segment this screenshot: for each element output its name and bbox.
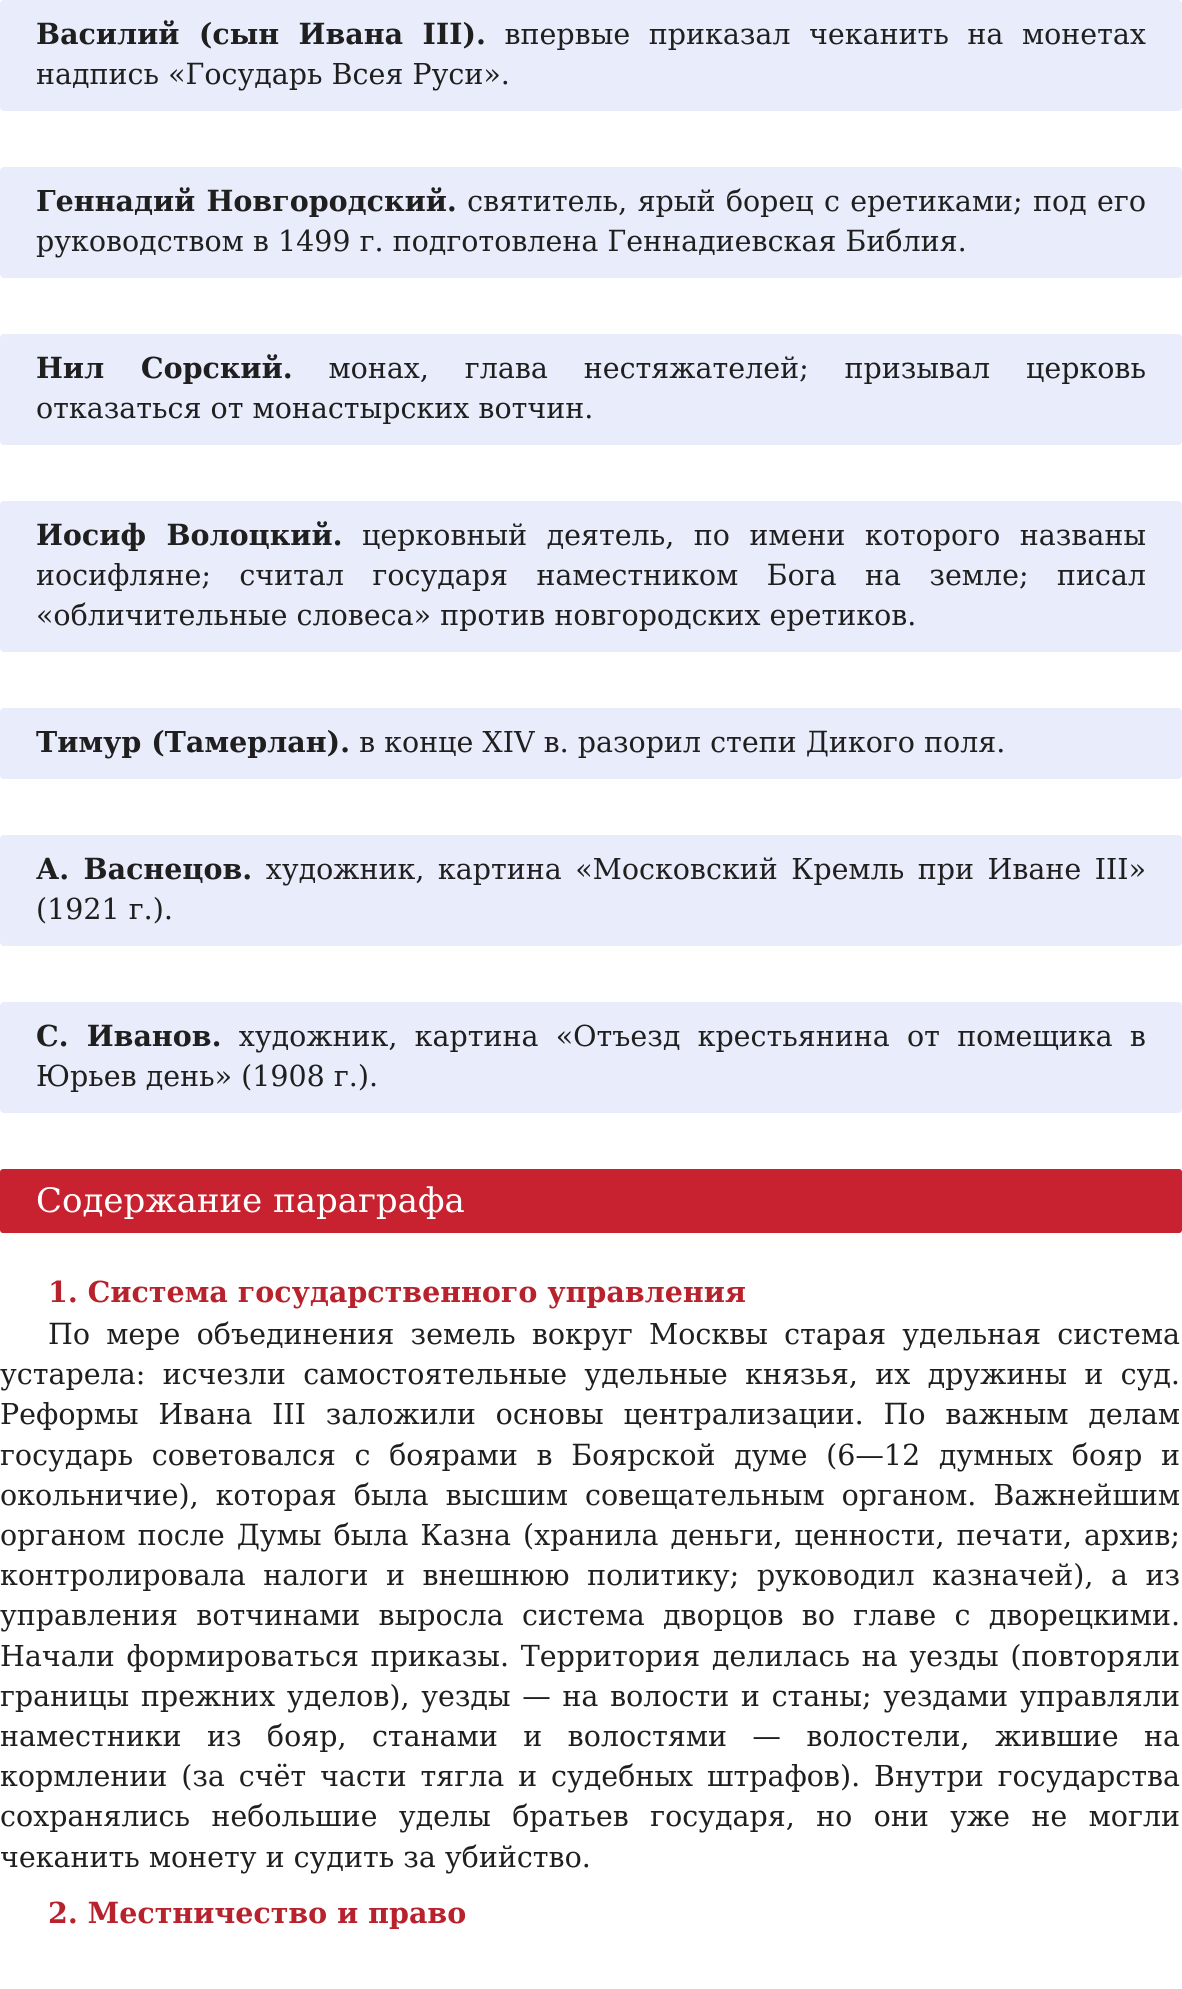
person-description: святитель, ярый борец с еретиками; под его руководством в 1499 г. подготовлена Геннадиевская Библия. xyxy=(36,185,1146,258)
person-name: Иосиф Волоцкий. xyxy=(36,518,343,552)
person-card-timur xyxy=(0,708,1182,779)
topic-paragraph-1: По мере объединения земель вокруг Москвы старая удельная система устарела: исчезли самостоятельные удельные князья, их дружины и суд. Реформы Ивана III заложили основы централизации. По важным делам государь советовался с боярами в Боярской думе (6—12 думных бояр и окольничие), которая была высшим совещательным органом. Важнейшим органом после Думы была Казна (хранила деньги, ценности, печати, архив; контролировала налоги и внешнюю политику; руководил казначей), а из управления вотчинами выросла система дворцов во главе с дворецкими. Начали формироваться приказы. Территория делилась на уезды (повторяли границы прежних уделов), уезды — на волости и станы; уездами управляли наместники из бояр, станами и волостями — волостели, жившие на кормлении (за счёт части тягла и судебных штрафов). Внутри государства сохранялись небольшие уделы братьев государя, но они уже не могли чеканить монету и судить за убийство. xyxy=(0,1318,1180,1874)
person-card-vasnetsov xyxy=(0,835,1182,946)
person-name: С. Иванов. xyxy=(36,1019,222,1053)
person-card-nil-sorsky xyxy=(0,334,1182,445)
person-card-iosif-volotsky xyxy=(0,501,1182,652)
person-description: в конце XIV в. разорил степи Дикого поля. xyxy=(350,726,1006,759)
person-card-vasily xyxy=(0,0,1182,111)
topic-heading-1: 1. Система государственного управления xyxy=(48,1275,746,1309)
person-card-ivanov xyxy=(0,1002,1182,1113)
section-header: Содержание параграфа xyxy=(0,1169,1182,1233)
person-name: А. Васнецов. xyxy=(36,852,253,886)
person-description: художник, картина «Московский Кремль при Иване III» (1921 г.). xyxy=(36,853,1147,926)
topic-heading-2: 2. Местничество и право xyxy=(48,1895,467,1930)
person-name: Геннадий Новгородский. xyxy=(36,184,457,218)
person-card-gennady xyxy=(0,167,1182,278)
person-description: монах, глава нестяжателей; призывал церковь отказаться от монастырских вотчин. xyxy=(36,352,1146,425)
person-description: церковный деятель, по имени которого названы иосифляне; считал государя наместником Бога на земле; писал «обличительные словеса» против новгородских еретиков. xyxy=(36,519,1147,632)
person-name: Василий (сын Ивана III). xyxy=(36,17,486,51)
person-description: художник, картина «Отъезд крестьянина от помещика в Юрьев день» (1908 г.). xyxy=(36,1020,1146,1093)
person-description: впервые приказал чеканить на монетах надпись «Государь Всея Руси». xyxy=(36,18,1146,91)
person-name: Нил Сорский. xyxy=(36,351,293,385)
person-name: Тимур (Тамерлан). xyxy=(36,725,351,759)
